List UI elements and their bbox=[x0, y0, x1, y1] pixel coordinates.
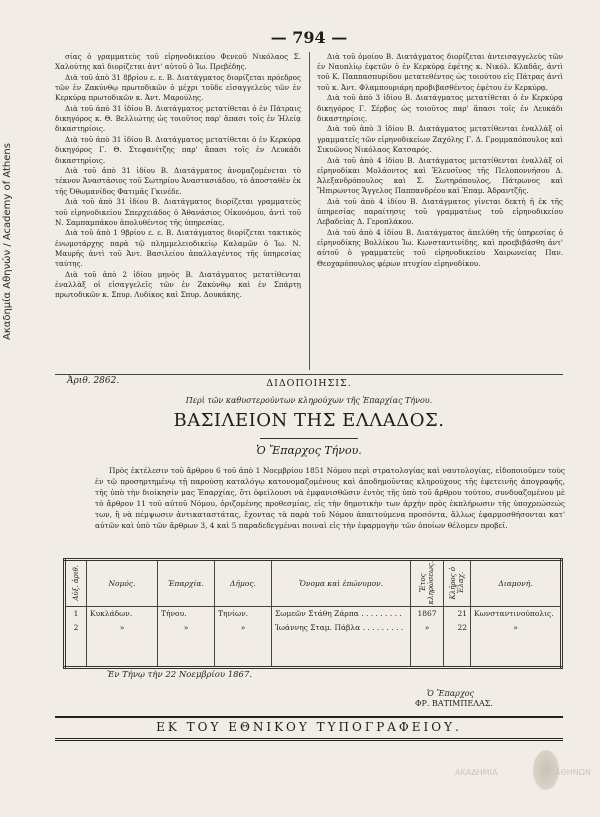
left-paragraph: Διὰ τοῦ ἀπὸ 31 ἰδίου Β. Διατάγματος ἀνομαζομένεται τὸ τέκνον Ἀναστάσιος τοῦ Σωτηρίου Ἀναστασιάδου, τὸ ἀποσταθὲν ἐκ τῆς Ὀθωμανίδος Φατιμᾶς Γκινέδε. bbox=[55, 166, 301, 196]
title-rule bbox=[260, 438, 358, 439]
column-header: Νομός. bbox=[87, 560, 158, 607]
table-header-row bbox=[65, 560, 562, 607]
table-cell: Κωνσταντινούπολις. bbox=[471, 607, 562, 622]
printer-rule-bottom-2 bbox=[55, 740, 563, 741]
page-number: — 794 — bbox=[270, 28, 348, 47]
notice-subheading: Περὶ τῶν καθυστερούντων κληρούχων τῆς Ἐπαρχίας Τήνου. bbox=[185, 396, 433, 405]
table-row bbox=[65, 621, 562, 667]
left-paragraph: Διὰ τοῦ ἀπὸ 2 ἰδίου μηνὸς Β. Διατάγματος μετατίθενται ἐναλλὰξ οἱ εἰσαγγελεῖς τῶν ἐν Ζακύνθῳ καὶ ἐν Σπάρτῃ πρωτοδικῶν κ. Σπυρ. Λυδίκος καὶ Σπυρ. Δουκάκης. bbox=[55, 269, 301, 300]
column-header: Κλῆρος ὁ Ἐλαχ. bbox=[444, 560, 471, 607]
table-cell: » bbox=[158, 621, 215, 667]
left-paragraph: Διὰ τοῦ ἀπὸ 31 8βρίου ε. ε. Β. Διατάγματος διορίζεται πρόεδρος τῶν ἐν Ζακύνθῳ πρωτοδικῶν ὁ μέχρι τοῦδε εἰσαγγελεὺς τῶν ἐν Κερκύρᾳ πρωτοδικῶν κ. Ἀντ. Μαρούλης. bbox=[55, 72, 301, 103]
table-cell: 1867 bbox=[411, 607, 444, 622]
column-header: Δῆμος. bbox=[215, 560, 272, 607]
left-column bbox=[55, 52, 301, 301]
right-paragraph: Διὰ τοῦ ἀπὸ 4 ἰδίου Β. Διατάγματος γίνεται δεκτὴ ἡ ἐκ τῆς ὑπηρεσίας παραίτησις τοῦ γραμματέως τοῦ εἰρηνοδικείου Λεβαδείας Δ. Γεροπλάκου. bbox=[317, 196, 563, 227]
table-cell: Τηνίων. bbox=[215, 607, 272, 622]
left-paragraph: Διὰ τοῦ ἀπὸ 31 ἰδίου Β. Διατάγματος διορίζεται γραμματεὺς τοῦ εἰρηνοδικείου Σπερχειάδος ὁ Ἀθανάσιος Οἰκονόμου, ἀντὶ τοῦ Ν. Σαμπαμπάκου ἀπολυθέντος τῆς ὑπηρεσίας. bbox=[55, 197, 301, 227]
column-header: Ἔτος κληρώσεως. bbox=[411, 560, 444, 607]
left-paragraph: σίας ὁ γραμματεὺς τοῦ εἰρηνοδικείου Φενεοῦ Νικόλαος Σ. Χαλούτης καὶ διορίζεται ἀντ' αὐτοῦ ὁ Ἰω. Πρεβέδης. bbox=[55, 52, 301, 72]
right-paragraph: Διὰ τοῦ ἀπὸ 4 ἰδίου Β. Διατάγματος μετατίθενται ἐναλλὰξ οἱ εἰρηνοδίκαι Μολάοντος καὶ Ἐλευσῖνος τῆς Πελοποννήσου Δ. Ἀλεξανδρόπουλος καὶ Σ. Σωτηρόπουλος, Πάτρωνος καὶ Ἤπιρωντος Ἄγγελος Παππανδρέου καὶ Ἐπαμ. Ἀδραντζῆς. bbox=[317, 155, 563, 196]
right-column bbox=[317, 52, 563, 269]
table-cell: Τήνου. bbox=[158, 607, 215, 622]
left-paragraph: Διὰ τοῦ ἀπὸ 31 ἰδίου Β. Διατάγματος μετατίθεται ὁ ἐν Πάτραις δικηγόρος κ. Θ. Βελλιώτης ὡς τοιοῦτος παρ' ἅπασι τοῖς ἐν Ἠλείᾳ δικαστηρίοις. bbox=[55, 104, 301, 134]
notice-heading: ΔΙΔΟΠΟΙΗΣΙΣ. bbox=[266, 378, 352, 389]
section-divider bbox=[55, 374, 563, 375]
table-cell: » bbox=[471, 621, 562, 667]
column-header: Ἐπαρχία. bbox=[158, 560, 215, 607]
table-cell: Ἰωάννης Σταμ. Πάβλα . . . . . . . . . bbox=[272, 621, 411, 667]
academy-watermark bbox=[455, 756, 591, 796]
printer-rule-bottom bbox=[55, 738, 563, 739]
column-header: Ὄνομα καὶ ἐπώνυμον. bbox=[272, 560, 411, 607]
right-paragraph: Διὰ τοῦ ἀπὸ 3 ἰδίου Β. Διατάγματος μετατίθεται ὁ ἐν Κερκύρᾳ δικηγόρος Γ. Σέρβος ὡς τοιοῦτος παρ' ἅπασι τοῖς ἐν Λευκάδι δικαστηρίοις. bbox=[317, 93, 563, 123]
printer-rule-top bbox=[55, 716, 563, 718]
two-column-section bbox=[55, 52, 563, 372]
kingdom-title: ΒΑΣΙΛΕΙΟΝ ΤΗΣ ΕΛΛΑΔΟΣ. bbox=[173, 410, 445, 431]
column-divider bbox=[309, 52, 310, 370]
document-page bbox=[55, 28, 591, 788]
printer-line: ΕΚ ΤΟΥ ΕΘΝΙΚΟΥ ΤΥΠΟΓΡΑΦΕΙΟΥ. bbox=[156, 720, 462, 734]
table-cell: » bbox=[215, 621, 272, 667]
notice-number: Ἀριθ. 2862. bbox=[67, 376, 120, 386]
table-cell: Σωμεῶν Στάθη Ζάρπα . . . . . . . . . bbox=[272, 607, 411, 622]
column-header: Διαμονή. bbox=[471, 560, 562, 607]
signoff-name: ΦΡ. ΒΑΤΙΜΠΕΛΑΣ. bbox=[415, 699, 493, 708]
table-cell: 1 bbox=[65, 607, 87, 622]
left-paragraph: Διὰ τοῦ ἀπὸ 31 ἰδίου Β. Διατάγματος μετατίθεται ὁ ἐν Κερκύρᾳ δικηγόρος Γ. Θ. Στεφανίτζης παρ' ἅπασι τοῖς ἐν Λευκάδι δικαστηρίοις. bbox=[55, 135, 301, 165]
authority-line: Ὁ Ἔπαρχος Τήνου. bbox=[256, 444, 362, 457]
right-paragraph: Διὰ τοῦ ἀπὸ 3 ἰδίου Β. Διατάγματος μετατίθενται ἐναλλὰξ οἱ γραμματεῖς τῶν εἰρηνοδικείων Ζαχόλης Γ. Δ. Γρομμαπόπουλος καὶ Σικυῶνος Νικόλαος Κατσαρός. bbox=[317, 124, 563, 154]
left-paragraph: Διὰ τοῦ ἀπὸ 1 9βρίου ε. ε. Β. Διατάγματος διορίζεται τακτικὸς ἐνωμοτάρχης παρὰ τῷ πλημμελειοδικείῳ Καλαμῶν ὁ Ἰω. Ν. Μαυρῆς ἀντὶ τοῦ Ἀντ. Βασιλείου ἀπαλλαγέντος τῆς ὑπηρεσίας ταύτης. bbox=[55, 228, 301, 269]
signoff-title: Ὁ Ἔπαρχος bbox=[427, 689, 474, 698]
notice-body: Πρὸς ἐκτέλεσιν τοῦ ἄρθρου 6 τοῦ ἀπὸ 1 Νοεμβρίου 1851 Νόμου περὶ στρατολογίας καὶ ναυτολογίας, εἰδοποιοῦμεν τοὺς ἐν τῷ προσηρτημένῳ τῇ παρούσῃ καταλόγῳ κατονομαζομένους καὶ ἀποδημοῦντας κληρούχους τῆς ἐφετεινῆς ἀπογραφῆς, τῆς ὑπὸ τὴν διοίκησίν μας Ἐπαρχίας, ὅτι ὀφείλουσι νὰ ἐμφανισθῶσιν ἐντὸς τῆς ὑπὸ τοῦ ἄρθρου τούτου, συνδυαζομένου μὲ τὸ ἄρθρον 11 τοῦ αὐτοῦ Νόμου, ὁριζομένης προθεσμίας, εἰς τὴν δημοτικὴν των ἀρχὴν πρὸς ἐκπλήρωσιν τῆς ὑποχρεώσεώς των, ἢ νὰ πέμψωσιν ἀντικαταστάτας, ἔχοντας τὰ παρὰ τοῦ Νόμου ἀπαιτούμενα προσόντα, ἄλλως ἐφαρμοσθήσονται κατ' αὐτῶν καὶ ὑπὸ τῶν ἄρθρων 3, 4 καὶ 5 παραδεδεγμέναι ποιναὶ εἰς τὴν ἐφαρμογὴν τῶν ὁποίων θέλομεν προβεῖ. bbox=[95, 466, 565, 530]
watermark-word: ΑΘΗΝΩΝ bbox=[555, 768, 591, 777]
table-cell: Κυκλάδων. bbox=[87, 607, 158, 622]
right-paragraph: Διὰ τοῦ ὁμοίου Β. Διατάγματος διορίζεται ἀντεισαγγελεὺς τῶν ἐν Ναυπλίῳ ἐφετῶν ὁ ἐν Κερκύρᾳ ἐφέτης κ. Νικόλ. Κλαδᾶς, ἀντὶ τοῦ Κ. Παππασπυρίδου μετατεθέντος ὡς τοιούτου εἰς Πάτρας ἀντὶ τοῦ κ. Ἀντ. Φλαμπουριάρη προβιβασθέντος ἐφέτου ἐν Κερκύρᾳ. bbox=[317, 52, 563, 92]
right-paragraph: Διὰ τοῦ ἀπὸ 4 ἰδίου Β. Διατάγματος ἀπελύθη τῆς ὑπηρεσίας ὁ εἰρηνοδίκης Βολλίκου Ἰω. Κωνσταντινίδης, καὶ προεβιβάσθη ἀντ' αὐτοῦ ὁ γραμματεὺς τοῦ εἰρηνοδικείου Χαιρωνείας Παν. Θεοχαρόπουλος φέρων πτυχίον εἰρηνοδίκου. bbox=[317, 227, 563, 268]
signoff-date: Ἐν Τήνῳ τὴν 22 Νοεμβρίου 1867. bbox=[107, 670, 253, 680]
watermark-word: ΑΚΑΔΗΜΙΑ bbox=[455, 768, 498, 777]
table-cell: » bbox=[87, 621, 158, 667]
table-cell: 22 bbox=[444, 621, 471, 667]
table-cell: 2 bbox=[65, 621, 87, 667]
table-cell: » bbox=[411, 621, 444, 667]
column-header: Αὐξ. ἀριθ. bbox=[65, 560, 87, 607]
conscripts-table bbox=[63, 558, 563, 669]
archive-sidebar-label: Ακαδημία Αθηνών / Academy of Athens bbox=[2, 143, 13, 340]
table-cell: 21 bbox=[444, 607, 471, 622]
table-row bbox=[65, 607, 562, 622]
